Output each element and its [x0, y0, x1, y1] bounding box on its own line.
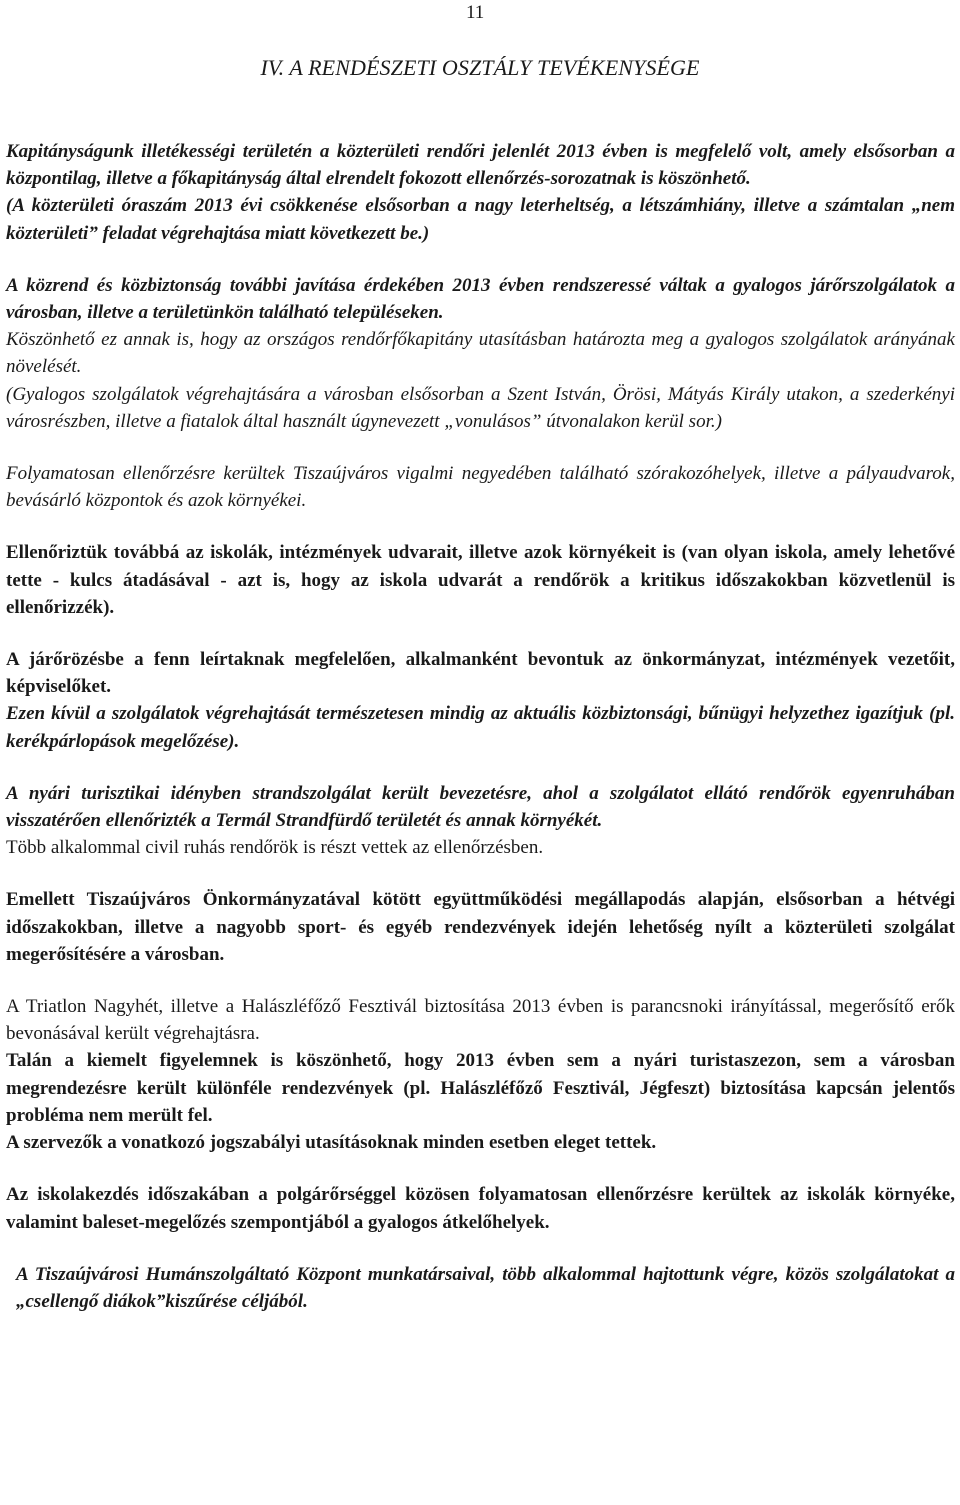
paragraph-triathlon: A Triatlon Nagyhét, illetve a Halászléfőző Fesztivál biztosítása 2013 évben is parancsnoki irányítással, megerősítő erők bevonásával került végrehajtásra. — [6, 996, 955, 1045]
paragraph-joint-service: A Tiszaújvárosi Humánszolgáltató Központ munkatársaival, több alkalommal hajtottunk végre, közös szolgálatokat a „csellengő diákok”kiszűrése céljából. — [16, 1263, 955, 1312]
paragraph-foot-patrols: A közrend és közbiztonság további javítása érdekében 2013 évben rendszeressé váltak a gyalogos járőrszolgálatok a városban, illetve a területünkön található településeken. — [6, 274, 955, 324]
paragraph-hours-note: (A közterületi óraszám 2013 évi csökkenése elsősorban a nagy leterheltség, a létszámhiány, illetve a számtalan „nem közterületi” feladat végrehajtása miatt következett be.) — [6, 195, 955, 244]
paragraph-school-start: Az iskolakezdés időszakában a polgárőrséggel közösen folyamatosan ellenőrzésre kerültek az iskolák környéke, valamint baleset-megelőzés szempontjából a gyalogos átkelőhelyek. — [6, 1184, 955, 1233]
paragraph-service-adjustment: Ezen kívül a szolgálatok végrehajtását természetesen mindig az aktuális közbiztonsági, bűnügyi helyzethez igazítjuk (pl. kerékpárlopások megelőzése). — [6, 703, 955, 752]
paragraph-beach-service: A nyári turisztikai idényben strandszolgálat került bevezetésre, ahol a szolgálatot ellátó rendőrök egyenruhában visszatérően ellenőrizték a Termál Strandfürdő területét és annak környékét. — [6, 782, 955, 832]
paragraph-patrol-routes: (Gyalogos szolgálatok végrehajtására a városban elsősorban a Szent István, Örösi, Mátyás Király utakon, a szederkényi városrészben, illetve a fiatalok által használt úgynevezett „vonulásos” útvonalakon kerül sor.) — [6, 383, 955, 432]
paragraph-civil-clothes: Több alkalommal civil ruhás rendőrök is részt vettek az ellenőrzésben. — [6, 837, 544, 859]
paragraph-police-presence: Kapitányságunk illetékességi területén a közterületi rendőri jelenlét 2013 évben is megfelelő volt, amely elsősorban a központilag, illetve a főkapitányság által elrendelt fokozott ellenőrzés-sorozatnak is köszönhető. — [6, 141, 955, 190]
paragraph-chief-order: Köszönhető ez annak is, hogy az országos rendőrfőkapitány utasításban határozta meg a gyalogos szolgálatok arányának növelését. — [6, 329, 955, 378]
paragraph-nightlife-checks: Folyamatosan ellenőrzésre kerültek Tiszaújváros vigalmi negyedében található szórakozóhelyek, illetve a pályaudvarok, bevásárló központok és azok környékei. — [6, 463, 955, 512]
paragraph-officials-involved: A járőrözésbe a fenn leírtaknak megfelelően, alkalmanként bevontuk az önkormányzat, intézmények vezetőit, képviselőket. — [6, 649, 955, 698]
document-body — [6, 138, 955, 1315]
paragraph-no-problems: Talán a kiemelt figyelemnek is köszönhető, hogy 2013 évben sem a nyári turistaszezon, sem a városban megrendezésre került különféle rendezvények (pl. Halászléfőző Fesztivál, Jégfeszt) biztosítása kapcsán jelentős probléma nem merült fel. — [6, 1050, 955, 1126]
page-number: 11 — [466, 2, 485, 23]
paragraph-municipality-agreement: Emellett Tiszaújváros Önkormányzatával kötött együttműködési megállapodás alapján, elsősorban a hétvégi időszakokban, illetve a nagyobb sport- és egyéb rendezvények idején lehetőség nyílt a közterületi szolgálat megerősítésére a városban. — [6, 889, 955, 965]
page-title: IV. A RENDÉSZETI OSZTÁLY TEVÉKENYSÉGE — [260, 55, 700, 80]
paragraph-organizers: A szervezők a vonatkozó jogszabályi utasításoknak minden esetben eleget tettek. — [6, 1132, 657, 1154]
paragraph-school-checks: Ellenőriztük továbbá az iskolák, intézmények udvarait, illetve azok környékeit is (van olyan iskola, amely lehetővé tette - kulcs átadásával - azt is, hogy az iskola udvarát a rendőrök a kritikus időszakokban közvetlenül is ellenőrizzék). — [6, 542, 955, 618]
